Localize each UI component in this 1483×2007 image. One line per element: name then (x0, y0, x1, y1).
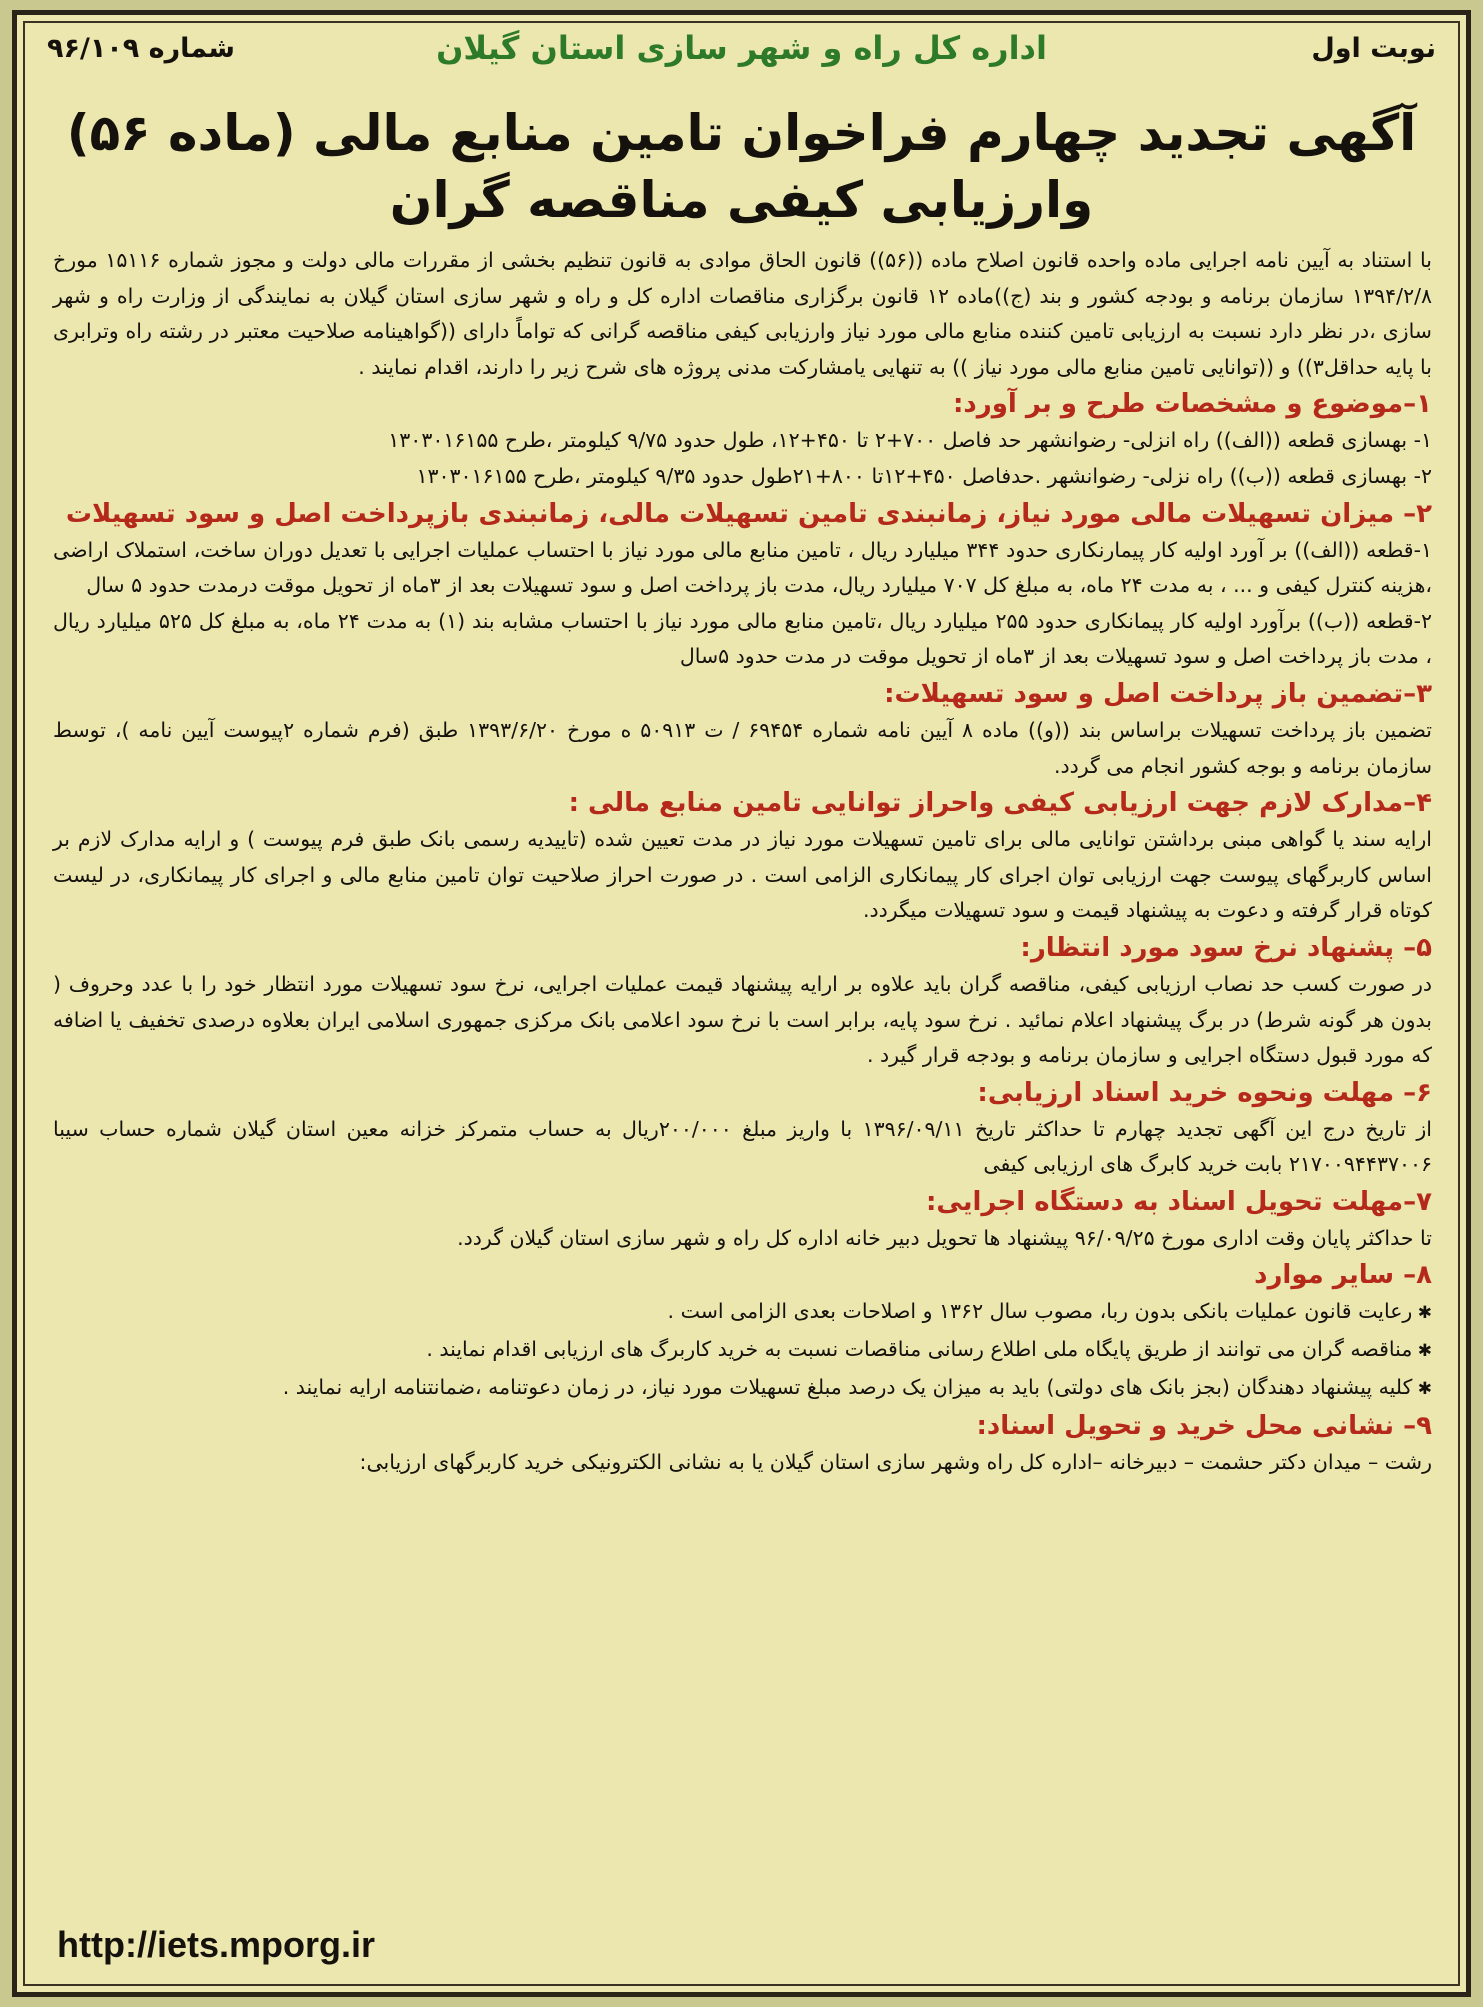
notice-number: شماره ۹۶/۱۰۹ (47, 33, 235, 64)
section-heading: ۷–مهلت تحویل اسناد به دستگاه اجرایی: (926, 1186, 1432, 1217)
section-bullet: ✱ کلیه پیشنهاد دهندگان (بجز بانک های دولتی) باید به میزان یک درصد مبلغ تسهیلات مورد نیاز، در زمان دعوتنامه ،ضمانتنامه ارایه نمایند . (53, 1370, 1432, 1408)
section-text: تا حداکثر پایان وقت اداری مورخ ۹۶/۰۹/۲۵ پیشنهاد ها تحویل دبیر خانه اداره کل راه و شهر سازی استان گیلان گردد. (457, 1225, 1432, 1250)
website-link[interactable]: http://iets.mporg.ir (57, 1924, 375, 1965)
section-bullet: ✱ رعایت قانون عملیات بانکی بدون ربا، مصوب سال ۱۳۶۲ و اصلاحات بعدی الزامی است . (53, 1294, 1432, 1332)
section-heading: ۸– سایر موارد (1254, 1260, 1432, 1291)
section-heading: ۵– پشنهاد نرخ سود مورد انتظار: (1020, 932, 1432, 963)
section-heading: ۱–موضوع و مشخصات طرح و بر آورد: (952, 389, 1432, 420)
section-heading: ۶– مهلت ونحوه خرید اسناد ارزیابی: (977, 1077, 1432, 1108)
section-text: از تاریخ درج این آگهی تجدید چهارم تا حداکثر تاریخ ۱۳۹۶/۰۹/۱۱ با واریز مبلغ ۲۰۰/۰۰۰ریال به حساب متمرکز خزانه معین استان گیلان شماره حساب سیبا ۲۱۷۰۰۹۴۴۳۷۰۰۶ بابت خرید کابرگ های ارزیابی کیفی (53, 1116, 1432, 1177)
organization-name: اداره کل راه و شهر سازی استان گیلان (436, 29, 1047, 67)
notice-body (53, 243, 1432, 1481)
notice-title: آگهی تجدید چهارم فراخوان تامین منابع مالی (ماده ۵۶) (66, 104, 1417, 162)
section-heading: ۲– میزان تسهیلات مالی مورد نیاز، زمانبندی تامین تسهیلات مالی، زمانبندی بازپرداخت اصل و سود تسهیلات (65, 498, 1432, 529)
section-text: در صورت کسب حد نصاب ارزیابی کیفی، مناقصه گران باید علاوه بر ارایه پیشنهاد قیمت عملیات اجرایی، نرخ سود تسهیلات مورد انتظار خود را با عدد وحروف ( بدون هر گونه شرط) در برگ پیشنهاد اعلام نمائید . نرخ سود پایه، برابر است با نرخ سود اعلامی بانک مرکزی جمهوری اسلامی ایران بعلاوه درصدی تخفیف یا اضافه که مورد قبول دستگاه اجرایی و سازمان برنامه و بودجه قرار گیرد . (53, 971, 1432, 1068)
section-text: رشت – میدان دکتر حشمت – دبیرخانه –اداره کل راه وشهر سازی استان گیلان یا به نشانی الکترونیکی خرید کاربرگهای ارزیابی: (359, 1450, 1432, 1475)
section-bullet: ✱ مناقصه گران می توانند از طریق پایگاه ملی اطلاع رسانی مناقصات نسبت به خرید کاربرگ های ارزیابی اقدام نمایند . (53, 1332, 1432, 1370)
section-heading: ۴–مدارک لازم جهت ارزیابی کیفی واحراز توانایی تامین منابع مالی : (568, 788, 1432, 819)
section-text: تضمین باز پرداخت تسهیلات براساس بند ((و)) ماده ۸ آیین نامه شماره ۶۹۴۵۴ / ت ۵۰۹۱۳ ه مورخ ۱۳۹۳/۶/۲۰ طبق (فرم شماره ۲پیوست آیین نامه )، توسط سازمان برنامه و بوجه کشور انجام می گردد. (53, 717, 1432, 778)
section-heading: ۹– نشانی محل خرید و تحویل اسناد: (976, 1411, 1432, 1442)
section-item: ۱- بهسازی قطعه ((الف)) راه انزلی- رضوانشهر حد فاصل ۷۰۰+۲ تا ۴۵۰+۱۲، طول حدود ۹/۷۵ کیلومتر ،طرح ۱۳۰۳۰۱۶۱۵۵ (388, 428, 1432, 453)
section-item: ۲-قطعه ((ب)) برآورد اولیه کار پیمانکاری حدود ۲۵۵ میلیارد ریال ،تامین منابع مالی مورد نیاز با احتساب مشابه بند (۱) به مدت ۲۴ ماه، به مبلغ کل ۵۲۵ میلیارد ریال ، مدت باز پرداخت اصل و سود تسهیلات بعد از ۳ماه از تحویل موقت در مدت حدود ۵سال (53, 608, 1433, 669)
notice-subtitle: وارزیابی کیفی مناقصه گران (389, 171, 1094, 229)
newspaper-notice (12, 10, 1471, 1997)
notice-header (47, 29, 1436, 79)
section-text: ارایه سند یا گواهی مبنی برداشتن توانایی مالی برای تامین تسهیلات مورد نیاز در مدت تعیین شده (تاییدیه رسمی بانک طبق فرم پیوست ) و ارایه مدارک لازم بر اساس کاربرگهای پیوست جهت ارزیابی توان اجرای کار پیمانکاری الزامی است . در صورت احراز صلاحیت توان تامین منابع مالی و اجرای کار پیمانکاری، در لیست کوتاه قرار گرفته و دعوت به پیشنهاد قیمت و سود تسهیلات میگردد. (53, 827, 1432, 923)
section-heading: ۳–تضمین باز پرداخت اصل و سود تسهیلات: (884, 678, 1432, 709)
intro-paragraph: با استناد به آیین نامه اجرایی ماده واحده قانون اصلاح ماده ((۵۶)) قانون الحاق موادی به قانون تنظیم بخشی از مقررات مالی دولت و مجوز شماره ۱۵۱۱۶ مورخ ۱۳۹۴/۲/۸ سازمان برنامه و بودجه کشور و بند (ج))ماده ۱۲ قانون برگزاری مناقصات اداره کل و راه و شهر سازی استان گیلان به نمایندگی از وزارت راه و شهر سازی ،در نظر دارد نسبت به ارزیابی تامین کننده منابع مالی مورد نیاز وارزیابی کیفی مناقصه گرانی که تواماً دارای ((گواهینامه صلاحیت معتبر در رشته راه وترابری با پایه حداقل۳)) و ((توانایی تامین منابع مالی مورد نیاز )) به تنهایی یامشارکت مدنی پروژه های شرح زیر را دارند، اقدام نمایند . (53, 248, 1433, 379)
section-item: ۱-قطعه ((الف)) بر آورد اولیه کار پیمارنکاری حدود ۳۴۴ میلیارد ریال ، تامین منابع مالی مورد نیاز با احتساب عملیات اجرایی با تعدیل دوران ساخت، استملاک اراضی ،هزینه کنترل کیفی و ... ، به مدت ۲۴ ماه، به مبلغ کل ۷۰۷ میلیارد ریال، مدت باز پرداخت اصل و سود تسهیلات بعد از ۳ماه از تحویل موقت درمدت حدود ۵ سال (53, 537, 1432, 598)
section-item: ۲- بهسازی قطعه ((ب)) راه نزلی- رضوانشهر .حدفاصل ۴۵۰+۱۲تا ۸۰۰+۲۱طول حدود ۹/۳۵ کیلومتر ،طرح ۱۳۰۳۰۱۶۱۵۵ (416, 463, 1432, 488)
turn-label: نوبت اول (1311, 33, 1436, 64)
